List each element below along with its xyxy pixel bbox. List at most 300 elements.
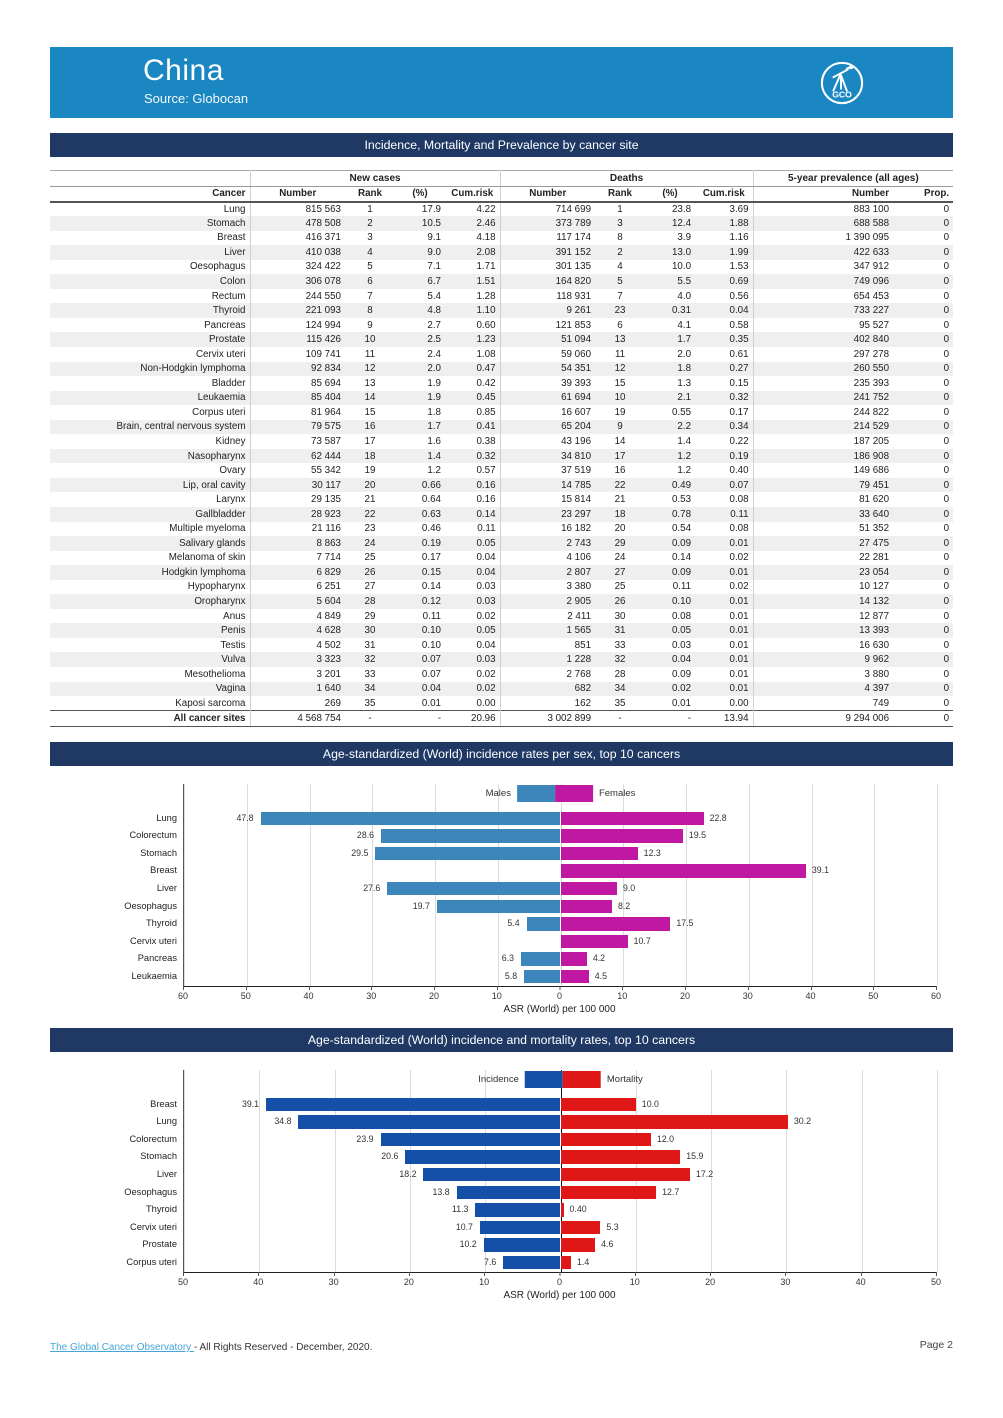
col-header-nc-rank: Rank [345,187,395,202]
group-header-prevalence: 5-year prevalence (all ages) [753,171,953,187]
category-label: Pancreas [137,953,177,964]
table-cell: 2 [595,245,645,260]
table-cell: 0.04 [695,303,753,318]
table-cell: 9 294 006 [753,711,893,727]
bar-value-label: 39.1 [811,865,829,876]
table-cell: Lung [223,203,246,215]
table-cell: 8 863 [250,536,345,551]
bar-incidence [266,1098,560,1111]
table-cell: 1.9 [427,377,441,389]
table-row [50,696,953,711]
table-cell: 0.02 [729,552,749,564]
table-cell: 3 [595,216,645,231]
table-cell: 15 [364,406,376,418]
table-cell: 0.04 [476,639,496,651]
table-cell: 0.01 [695,565,753,580]
table-cell: Gallbladder [50,507,250,522]
table-cell: 0.01 [729,668,749,680]
bar-value-label: 34.8 [274,1116,292,1127]
table-row [50,245,953,260]
table-cell: 0.02 [645,682,695,697]
bar-value-label: 18.2 [399,1168,417,1179]
table-row [50,231,953,246]
table-cell: Oesophagus [189,261,246,273]
table-row [50,391,953,406]
axis-tick-label: 10 [629,1276,640,1287]
table-cell: 0 [943,552,950,564]
table-cell: 5.4 [427,290,441,302]
bar-mortality [561,1238,596,1251]
table-cell: 0.08 [729,494,749,506]
table-cell: Liver [50,245,250,260]
chart-row [131,968,936,986]
table-row [50,522,953,537]
bar-mortality [561,1256,572,1269]
table-row [50,347,953,362]
bar-value-label: 9.0 [622,883,636,894]
table-cell: 1.23 [445,332,500,347]
table-row [50,652,953,667]
bar-females [561,847,638,860]
table-cell: 1.28 [476,290,496,302]
table-cell: 11 [364,348,376,360]
bar-value-label: 23.9 [356,1133,374,1144]
table-cell: 714 699 [500,202,595,217]
table-cell: 59 060 [500,347,595,362]
table-cell: 81 964 [250,405,345,420]
table-cell: 13 393 [753,623,893,638]
table-cell: 79 451 [753,478,893,493]
chart-row [124,1184,936,1202]
bar-value-label: 10.7 [455,1221,473,1232]
bar-value-label: 4.2 [592,953,606,964]
table-cell: Testis [220,639,246,651]
table-cell: 0.00 [729,697,749,709]
axis-tick-label: 50 [240,990,251,1001]
table-cell: 6 251 [250,580,345,595]
table-cell: 0.32 [695,391,753,406]
table-row [50,405,953,420]
table-cell: 0.47 [445,362,500,377]
table-cell: 10.0 [671,261,692,273]
table-cell: 0.63 [395,507,445,522]
col-header-nc-pct: (%) [395,187,445,202]
table-cell: 0.09 [645,565,695,580]
table-cell: 0.46 [421,523,441,535]
category-label: Breast [150,1098,177,1109]
group-header-spacer [50,171,250,187]
table-cell: 30 [614,610,626,622]
table-cell: 0.45 [445,391,500,406]
bar-value-label: 27.6 [363,883,381,894]
table-cell: Corpus uteri [192,406,246,418]
bar-value-label: 12.0 [656,1133,674,1144]
table-cell: 688 588 [753,216,893,231]
table-cell: Cervix uteri [195,348,246,360]
table-cell: 4.18 [476,232,496,244]
table-cell: 31 [364,639,376,651]
table-cell: 79 575 [250,420,345,435]
table-cell: 8 [617,232,623,244]
chart-row [150,1096,936,1114]
table-cell: 4 628 [250,623,345,638]
table-cell: 1.7 [645,332,695,347]
table-cell: 2 411 [500,609,595,624]
table-cell: 28 [345,594,395,609]
table-cell: 1 228 [500,652,595,667]
table-cell: 10 [595,391,645,406]
table-cell: 14 [614,436,626,448]
table-cell: 0.08 [671,610,692,622]
chart-row [129,933,936,951]
table-row [50,449,953,464]
table-cell: Bladder [211,377,246,389]
table-cell: 0.04 [395,682,445,697]
table-cell: 27 475 [753,536,893,551]
axis-tick-label: 0 [556,1276,563,1287]
axis-tick-label: 20 [403,1276,414,1287]
table-cell: 0.17 [421,552,441,564]
table-cell: Anus [223,610,246,622]
bar-females [561,917,671,930]
table-cell: 0.14 [671,552,692,564]
table-cell: 0.01 [671,697,692,709]
table-cell: 0 [893,711,953,727]
chart-row [142,1236,936,1254]
table-cell: 1.4 [677,436,692,448]
table-cell: 17 [364,436,376,448]
table-cell: 0.05 [445,623,500,638]
bar-value-label: 10.7 [633,935,651,946]
table-cell: 851 [500,638,595,653]
table-cell: 2 807 [500,565,595,580]
table-cell: 9.0 [395,245,445,260]
table-cell: 0.03 [445,652,500,667]
bar-value-label: 6.3 [501,953,514,964]
table-cell: 1 565 [500,623,595,638]
table-row [50,594,953,609]
table-cell: 25 [614,581,626,593]
table-cell: 3 [367,232,373,244]
chart-row [129,827,936,845]
bar-value-label: 13.8 [432,1186,450,1197]
col-header-nc-cumrisk: Cum.risk [445,187,500,202]
legend-swatch-mortality [563,1071,601,1088]
table-cell: 23 [595,303,645,318]
legend-label: Males [485,787,511,799]
bar-females [561,900,612,913]
table-cell: 0 [893,449,953,464]
table-cell: Melanoma of skin [168,552,246,564]
table-cell: 4.1 [677,319,692,331]
table-cell: 0 [943,697,950,709]
table-total-row [50,711,953,727]
category-label: Thyroid [145,918,177,929]
table-cell: 26 [595,594,645,609]
table-cell: 3 201 [250,667,345,682]
table-cell: 15 814 [500,492,595,507]
table-cell: 0.09 [645,536,695,551]
table-cell: 21 [614,494,626,506]
table-cell: 29 [364,610,376,622]
table-cell: 0 [943,261,950,273]
axis-tick-label: 0 [556,990,563,1001]
table-cell: 244 550 [250,289,345,304]
table-cell: 1.08 [476,348,496,360]
table-cell: 1 640 [250,682,345,697]
table-cell: 3.9 [677,232,692,244]
table-cell: 1 [617,203,623,215]
table-cell: 241 752 [753,391,893,406]
table-cell: 0 [943,377,950,389]
table-cell: 3 880 [753,667,893,682]
table-cell: 16 607 [500,405,595,420]
table-cell: 0.05 [645,623,695,638]
table-cell: 34 [595,682,645,697]
table-cell: 3.69 [729,203,749,215]
table-cell: 0.07 [695,478,753,493]
table-cell: Vagina [50,682,250,697]
table-cell: 0.34 [695,420,753,435]
chart1-x-axis [177,987,942,1002]
table-row [50,274,953,289]
table-cell: 0 [943,436,950,448]
table-cell: Thyroid [50,303,250,318]
axis-tick-label: 10 [479,1276,490,1287]
table-cell: 5 604 [250,594,345,609]
table-cell: Vulva [50,652,250,667]
table-cell: 4.0 [677,290,692,302]
table-cell: 0.38 [476,436,496,448]
table-cell: 410 038 [250,245,345,260]
table-cell: 0 [893,507,953,522]
table-cell: 95 527 [753,318,893,333]
bar-mortality [561,1150,681,1163]
group-header-deaths: Deaths [500,171,753,187]
table-cell: 17 [595,449,645,464]
table-cell: 23 297 [500,507,595,522]
axis-tick-label: 10 [491,990,502,1001]
table-cell: 18 [345,449,395,464]
table-row [50,682,953,697]
table-cell: Breast [217,232,246,244]
table-cell: 0.03 [445,594,500,609]
bar-incidence [503,1256,560,1269]
axis-tick-label: 50 [930,1276,942,1287]
table-cell: 0.69 [695,274,753,289]
table-cell: 0 [893,594,953,609]
table-cell: 164 820 [500,274,595,289]
table-cell: 214 529 [753,420,893,435]
category-label: Leukaemia [131,970,177,981]
table-cell: 391 152 [500,245,595,260]
bar-value-label: 17.5 [676,918,694,929]
table-cell: 0 [893,274,953,289]
table-cell: Stomach [50,216,250,231]
table-cell: 0.05 [445,536,500,551]
table-cell: 15 [614,377,626,389]
table-row [50,609,953,624]
table-group-header-row [50,171,953,187]
table-cell: 749 096 [753,274,893,289]
table-cell: 297 278 [753,347,893,362]
table-cell: 14 [345,391,395,406]
gco-link[interactable]: The Global Cancer Observatory [50,1342,194,1353]
axis-tick-label: 10 [617,990,628,1001]
table-cell: 0.11 [695,507,753,522]
table-cell: 4 106 [500,551,595,566]
table-cell: 0.55 [671,406,692,418]
category-label: Lung [156,1116,177,1127]
bar-incidence [480,1221,561,1234]
table-cell: 55 342 [250,463,345,478]
bar-males [381,829,560,842]
table-cell: 10.5 [395,216,445,231]
table-row [50,492,953,507]
table-cell: - [595,711,645,727]
bar-males [437,900,561,913]
table-row [50,463,953,478]
table-row [50,216,953,231]
table-cell: 28 923 [250,507,345,522]
table-cell: All cancer sites [50,711,250,727]
table-cell: 422 633 [753,245,893,260]
table-cell: 35 [364,697,376,709]
table-cell: 17.9 [421,203,441,215]
table-cell: 1.8 [645,362,695,377]
table-cell: 4.8 [395,303,445,318]
table-cell: 0 [943,610,950,622]
table-cell: 12 [595,362,645,377]
category-label: Lung [156,812,177,823]
table-cell: 187 205 [753,434,893,449]
table-row [50,536,953,551]
chart-row [124,898,936,916]
bar-value-label: 5.4 [507,918,520,929]
page-title: China [143,54,224,87]
bar-value-label: 4.5 [594,970,607,981]
category-label: Cervix uteri [129,1221,177,1232]
table-column-header-row [50,187,953,202]
bar-females [561,935,628,948]
table-cell: 1.7 [395,420,445,435]
bar-incidence [484,1238,561,1251]
table-cell: Colon [50,274,250,289]
table-cell: 32 [345,652,395,667]
table-cell: 0 [893,652,953,667]
table-cell: 10 [345,332,395,347]
table-cell: 2 743 [500,536,595,551]
axis-tick-label: 40 [805,990,816,1001]
chart1-section-title: Age-standardized (World) incidence rates per sex, top 10 cancers [50,742,953,766]
table-row [50,478,953,493]
table-cell: 1.88 [695,216,753,231]
chart2-section-title: Age-standardized (World) incidence and mortality rates, top 10 cancers [50,1028,953,1052]
table-cell: - [645,711,695,727]
col-header-d-cumrisk: Cum.risk [695,187,753,202]
table-cell: 20 [345,478,395,493]
table-cell: 31 [595,623,645,638]
table-cell: 347 912 [753,260,893,275]
table-cell: 0 [943,668,950,680]
table-cell: 0.04 [445,565,500,580]
chart-row [156,810,936,828]
table-cell: 16 182 [500,522,595,537]
table-cell: 19 [614,406,626,418]
table-cell: 5 [595,274,645,289]
table-cell: Multiple myeloma [169,523,246,535]
bar-females [561,864,806,877]
bar-value-label: 8.2 [617,900,631,911]
col-header-prev-number: Number [753,187,893,202]
bar-value-label: 28.6 [356,830,375,841]
chart-row [129,1219,936,1237]
table-cell: 16 630 [753,638,893,653]
table-cell: 0.01 [695,623,753,638]
axis-tick-label: 30 [780,1276,791,1287]
chart-row [129,1131,936,1149]
table-cell: 0.61 [729,348,749,360]
table-cell: 20 [614,523,626,535]
table-cell: 654 453 [753,289,893,304]
table-cell: 0 [943,319,950,331]
table-cell: 0 [943,203,950,215]
bar-incidence [475,1203,560,1216]
table-cell: 260 550 [753,362,893,377]
table-cell: 221 093 [250,303,345,318]
table-cell: 0.01 [729,610,749,622]
table-row [50,303,953,318]
bar-value-label: 4.6 [601,1239,614,1250]
table-cell: 1.51 [445,274,500,289]
bar-value-label: 19.5 [688,830,706,841]
table-row [50,434,953,449]
header [50,47,953,118]
table-cell: 1.4 [395,449,445,464]
chart-row [140,845,936,863]
category-label: Liver [156,1168,177,1179]
bar-males [375,847,560,860]
table-cell: 0.07 [421,668,441,680]
bar-incidence [423,1168,560,1181]
table-cell: 24 [614,552,626,564]
table-cell: 1.71 [476,261,496,273]
table-cell: 1.10 [445,303,500,318]
table-cell: 3 323 [250,652,345,667]
table-cell: 0.41 [445,420,500,435]
table-cell: 0.00 [476,697,496,709]
table-cell: 2.0 [395,362,445,377]
table-cell: 306 078 [250,274,345,289]
table-cell: 9 962 [753,652,893,667]
table-cell: 162 [500,696,595,711]
table-cell: 7.1 [427,261,441,273]
table-cell: 0.01 [421,697,441,709]
table-cell: 61 694 [500,391,595,406]
bar-mortality [561,1098,636,1111]
table-cell: 0 [893,682,953,697]
table-cell: - [395,711,445,727]
source-label: Source: Globocan [144,91,249,106]
bar-mortality [561,1133,651,1146]
table-row [50,638,953,653]
table-cell: 0.01 [695,682,753,697]
table-cell: 4 [617,261,623,273]
bar-males [387,882,560,895]
table-cell: 23.8 [671,203,692,215]
chart-row [156,1113,936,1131]
bar-value-label: 29.5 [351,847,369,858]
